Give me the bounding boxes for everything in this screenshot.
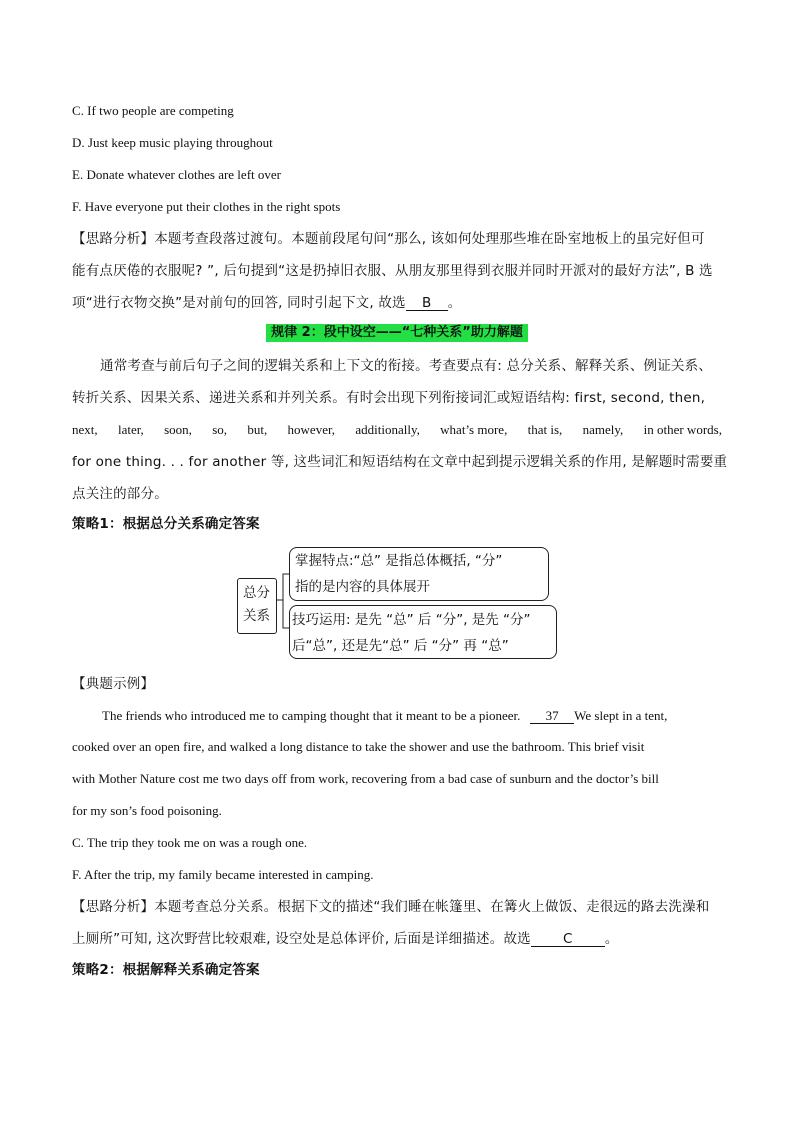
strategy-2-heading: 策略2：根据解释关系确定答案 <box>72 962 260 978</box>
diagram-root-label: 总分 关系 <box>243 585 270 624</box>
connective-word: so, <box>212 422 228 437</box>
analysis-1-text: 项“进行衣物交换”是对前句的回答, 同时引起下文, 故选 <box>72 295 406 311</box>
analysis-1-line-2: 能有点厌倦的衣服呢? ”, 后句提到“这是扔掉旧衣服、从朋友那里得到衣服并同时开派对的最好方法”, B 选 <box>72 263 713 279</box>
analysis-2-line-1: 【思路分析】本题考查总分关系。根据下文的描述“我们睡在帐篷里、在篝火上做饭、走很远的路去洗澡和 <box>72 899 710 915</box>
connective-word: in other words, <box>643 422 722 437</box>
connective-word: soon, <box>164 422 192 437</box>
rule-2-heading: 规律 2：段中设空——“七种关系”助力解题 <box>266 324 528 342</box>
intro-line-5: 点关注的部分。 <box>72 486 168 502</box>
option-c: C. If two people are competing <box>72 103 234 118</box>
intro-line-2: 转折关系、因果关系、递进关系和并列关系。有时会出现下列衔接词汇或短语结构: first, second, then, <box>72 390 706 406</box>
option-d: D. Just keep music playing throughout <box>72 135 273 150</box>
example-heading: 【典题示例】 <box>72 676 155 692</box>
intro-line-1: 通常考查与前后句子之间的逻辑关系和上下文的衔接。考查要点有: 总分关系、解释关系、例证关系、 <box>100 358 713 374</box>
connective-word: additionally, <box>355 422 420 437</box>
example-line-2: cooked over an open fire, and walked a long distance to take the shower and use the bathroom. This brief visit <box>72 739 645 754</box>
example-line-4: for my son’s food poisoning. <box>72 803 222 818</box>
question-37-blank: 37 <box>530 709 574 724</box>
analysis-1-suffix: 。 <box>447 295 462 311</box>
example-line-1: The friends who introduced me to camping thought that it meant to be a pioneer. 37 We slept in a tent, <box>102 708 668 723</box>
strategy-1-heading: 策略1：根据总分关系确定答案 <box>72 516 260 532</box>
answer-blank-b: B <box>406 296 448 311</box>
connective-word: however, <box>287 422 336 437</box>
analysis-1-line-1: 【思路分析】本题考查段落过渡句。本题前段尾句问“那么, 该如何处理那些堆在卧室地板上的虽完好但可 <box>72 231 705 247</box>
connective-word: what’s more, <box>440 422 508 437</box>
option-e: E. Donate whatever clothes are left over <box>72 167 281 182</box>
option-f: F. Have everyone put their clothes in the right spots <box>72 199 341 214</box>
answer-blank-c: C <box>531 932 605 947</box>
connective-word: later, <box>117 422 144 437</box>
example-option-c: C. The trip they took me on was a rough one. <box>72 835 308 850</box>
diagram-feature-text: 掌握特点:“总” 是指总体概括, “分” 指的是内容的具体展开 <box>295 553 503 595</box>
connective-word: but, <box>247 422 268 437</box>
example-line-3: with Mother Nature cost me two days off from work, recovering from a bad case of sunburn and the doctor’s bill <box>72 771 659 786</box>
analysis-2-line-2: 上厕所”可知, 这次野营比较艰难, 设空处是总体评价, 后面是详细描述。故选 C 。 <box>72 931 619 947</box>
diagram-technique-text: 技巧运用: 是先 “总” 后 “分”, 是先 “分” 后“总”, 还是先“总” 后 “分” 再 “总” <box>292 612 531 654</box>
connective-word: namely, <box>582 422 624 437</box>
intro-line-4: for one thing. . . for another 等, 这些词汇和短语结构在文章中起到提示逻辑关系的作用, 是解题时需要重 <box>72 454 728 470</box>
connective-word: next, <box>72 422 98 437</box>
example-option-f: F. After the trip, my family became interested in camping. <box>72 867 374 882</box>
connective-word: that is, <box>527 422 563 437</box>
